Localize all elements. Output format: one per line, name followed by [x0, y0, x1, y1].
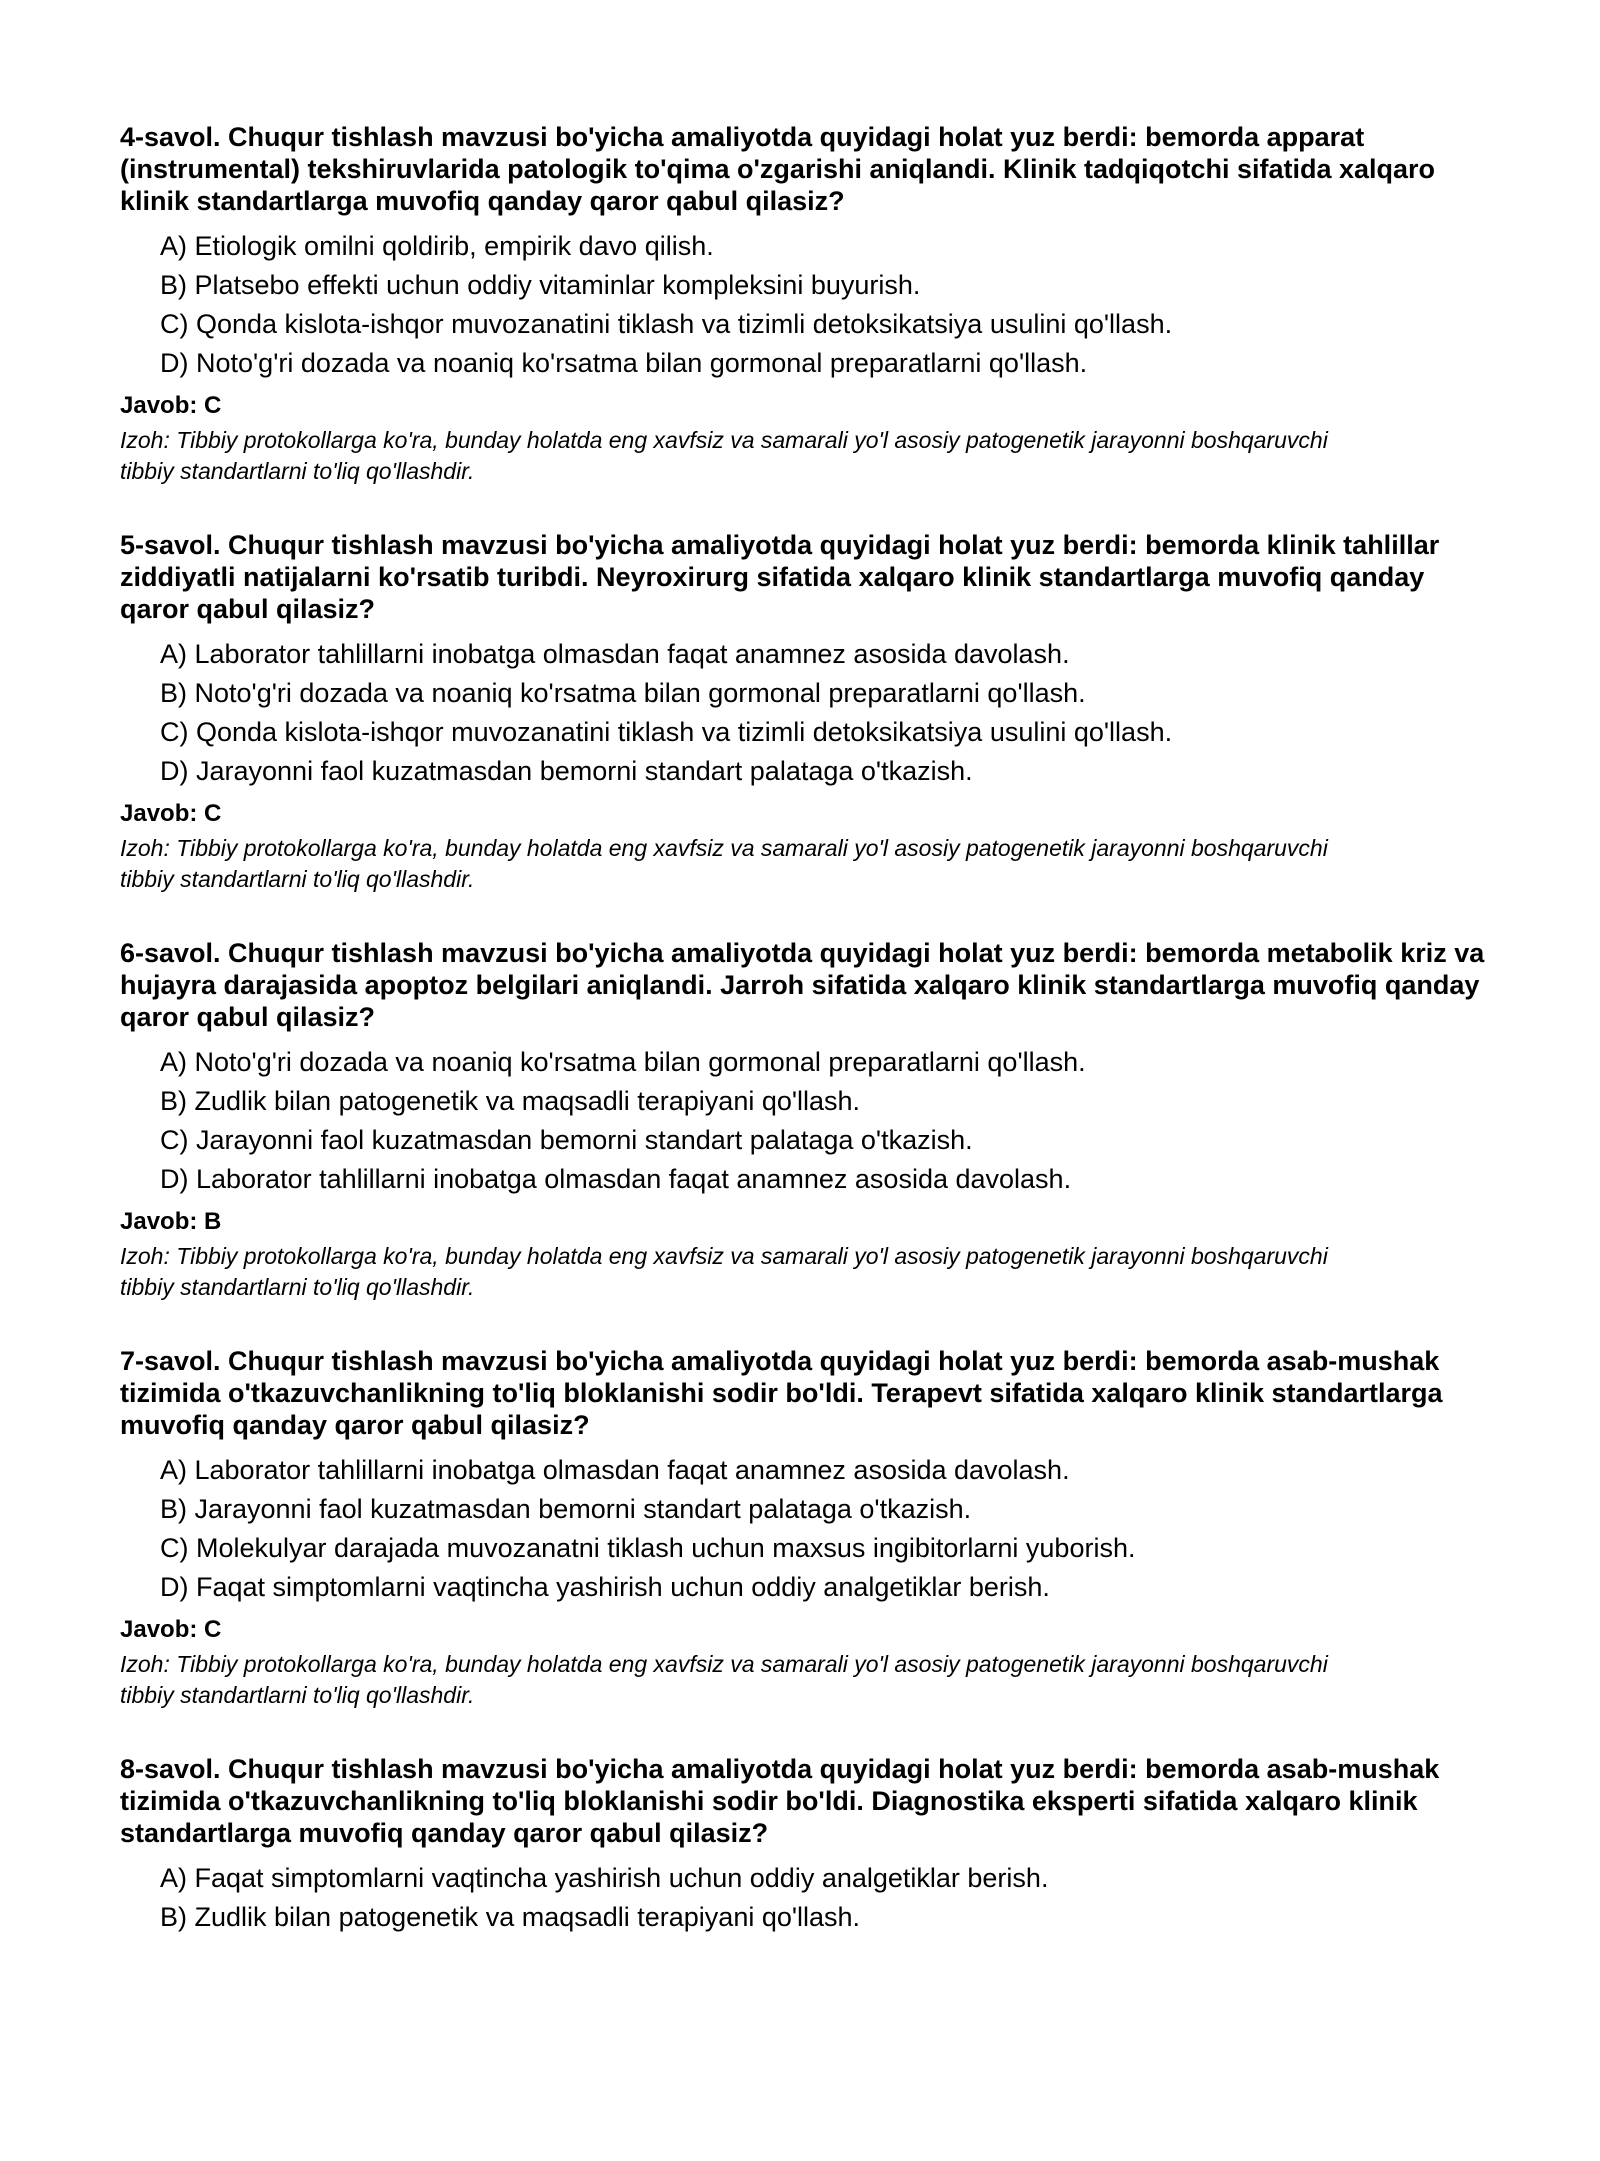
option-d: D) Faqat simptomlarni vaqtincha yashirish uchun oddiy analgetiklar berish. — [160, 1572, 1050, 1602]
option-b: B) Zudlik bilan patogenetik va maqsadli terapiyani qo'llash. — [160, 1902, 861, 1932]
document-page — [120, 121, 1500, 2161]
answer-label: Javob: B — [120, 1208, 222, 1235]
question-4 — [120, 121, 1500, 529]
explanation-note: Izoh: Tibbiy protokollarga ko'ra, bunday holatda eng xavfsiz va samarali yo'l asosiy patogenetik jarayonni boshqaruvchi tibbiy standartlarni to'liq qo'llashdir. — [120, 427, 1328, 484]
option-a: A) Noto'g'ri dozada va noaniq ko'rsatma bilan gormonal preparatlarni qo'llash. — [160, 1047, 1086, 1077]
options-list — [120, 1451, 1500, 1607]
option-c: C) Qonda kislota-ishqor muvozanatini tiklash va tizimli detoksikatsiya usulini qo'llash. — [160, 309, 1173, 339]
option-a: A) Etiologik omilni qoldirib, empirik davo qilish. — [160, 231, 714, 261]
explanation-note: Izoh: Tibbiy protokollarga ko'ra, bunday holatda eng xavfsiz va samarali yo'l asosiy patogenetik jarayonni boshqaruvchi tibbiy standartlarni to'liq qo'llashdir. — [120, 835, 1328, 892]
options-list — [120, 1859, 1500, 1937]
question-title: 7-savol. Chuqur tishlash mavzusi bo'yicha amaliyotda quyidagi holat yuz berdi: bemorda asab-mushak tizimida o'tkazuvchanlikning to'liq bloklanishi sodir bo'ldi. Terapevt sifatida xalqaro klinik standartlarga muvofiq qanday qaror qabul qilasiz? — [120, 1346, 1443, 1440]
option-b: B) Noto'g'ri dozada va noaniq ko'rsatma bilan gormonal preparatlarni qo'llash. — [160, 678, 1086, 708]
question-5 — [120, 529, 1500, 937]
explanation-note: Izoh: Tibbiy protokollarga ko'ra, bunday holatda eng xavfsiz va samarali yo'l asosiy patogenetik jarayonni boshqaruvchi tibbiy standartlarni to'liq qo'llashdir. — [120, 1243, 1328, 1300]
question-7 — [120, 1345, 1500, 1753]
answer-label: Javob: C — [120, 392, 222, 419]
explanation-note: Izoh: Tibbiy protokollarga ko'ra, bunday holatda eng xavfsiz va samarali yo'l asosiy patogenetik jarayonni boshqaruvchi tibbiy standartlarni to'liq qo'llashdir. — [120, 1651, 1328, 1708]
answer-label: Javob: C — [120, 800, 222, 827]
option-a: A) Faqat simptomlarni vaqtincha yashirish uchun oddiy analgetiklar berish. — [160, 1863, 1049, 1893]
options-list — [120, 635, 1500, 791]
option-c: C) Molekulyar darajada muvozanatni tiklash uchun maxsus ingibitorlarni yuborish. — [160, 1533, 1136, 1563]
option-b: B) Zudlik bilan patogenetik va maqsadli terapiyani qo'llash. — [160, 1086, 861, 1116]
option-c: C) Jarayonni faol kuzatmasdan bemorni standart palataga o'tkazish. — [160, 1125, 973, 1155]
options-list — [120, 1043, 1500, 1199]
answer-label: Javob: C — [120, 1616, 222, 1643]
option-d: D) Jarayonni faol kuzatmasdan bemorni standart palataga o'tkazish. — [160, 756, 973, 786]
option-d: D) Noto'g'ri dozada va noaniq ko'rsatma bilan gormonal preparatlarni qo'llash. — [160, 348, 1088, 378]
option-c: C) Qonda kislota-ishqor muvozanatini tiklash va tizimli detoksikatsiya usulini qo'llash. — [160, 717, 1173, 747]
question-title: 8-savol. Chuqur tishlash mavzusi bo'yicha amaliyotda quyidagi holat yuz berdi: bemorda asab-mushak tizimida o'tkazuvchanlikning to'liq bloklanishi sodir bo'ldi. Diagnostika eksperti sifatida xalqaro klinik standartlarga muvofiq qanday qaror qabul qilasiz? — [120, 1754, 1440, 1848]
question-title: 5-savol. Chuqur tishlash mavzusi bo'yicha amaliyotda quyidagi holat yuz berdi: bemorda klinik tahlillar ziddiyatli natijalarni ko'rsatib turibdi. Neyroxirurg sifatida xalqaro klinik standartlarga muvofiq qanday qaror qabul qilasiz? — [120, 530, 1440, 624]
option-a: A) Laborator tahlillarni inobatga olmasdan faqat anamnez asosida davolash. — [160, 1455, 1070, 1485]
option-a: A) Laborator tahlillarni inobatga olmasdan faqat anamnez asosida davolash. — [160, 639, 1070, 669]
option-d: D) Laborator tahlillarni inobatga olmasdan faqat anamnez asosida davolash. — [160, 1164, 1072, 1194]
options-list — [120, 227, 1500, 383]
question-8 — [120, 1753, 1500, 2161]
option-b: B) Jarayonni faol kuzatmasdan bemorni standart palataga o'tkazish. — [160, 1494, 972, 1524]
question-title: 6-savol. Chuqur tishlash mavzusi bo'yicha amaliyotda quyidagi holat yuz berdi: bemorda metabolik kriz va hujayra darajasida apoptoz belgilari aniqlandi. Jarroh sifatida xalqaro klinik standartlarga muvofiq qanday qaror qabul qilasiz? — [120, 938, 1485, 1032]
option-b: B) Platsebo effekti uchun oddiy vitaminlar kompleksini buyurish. — [160, 270, 921, 300]
question-6 — [120, 937, 1500, 1345]
question-title: 4-savol. Chuqur tishlash mavzusi bo'yicha amaliyotda quyidagi holat yuz berdi: bemorda apparat (instrumental) tekshiruvlarida patologik to'qima o'zgarishi aniqlandi. Klinik tadqiqotchi sifatida xalqaro klinik standartlarga muvofiq qanday qaror qabul qilasiz? — [120, 122, 1436, 216]
